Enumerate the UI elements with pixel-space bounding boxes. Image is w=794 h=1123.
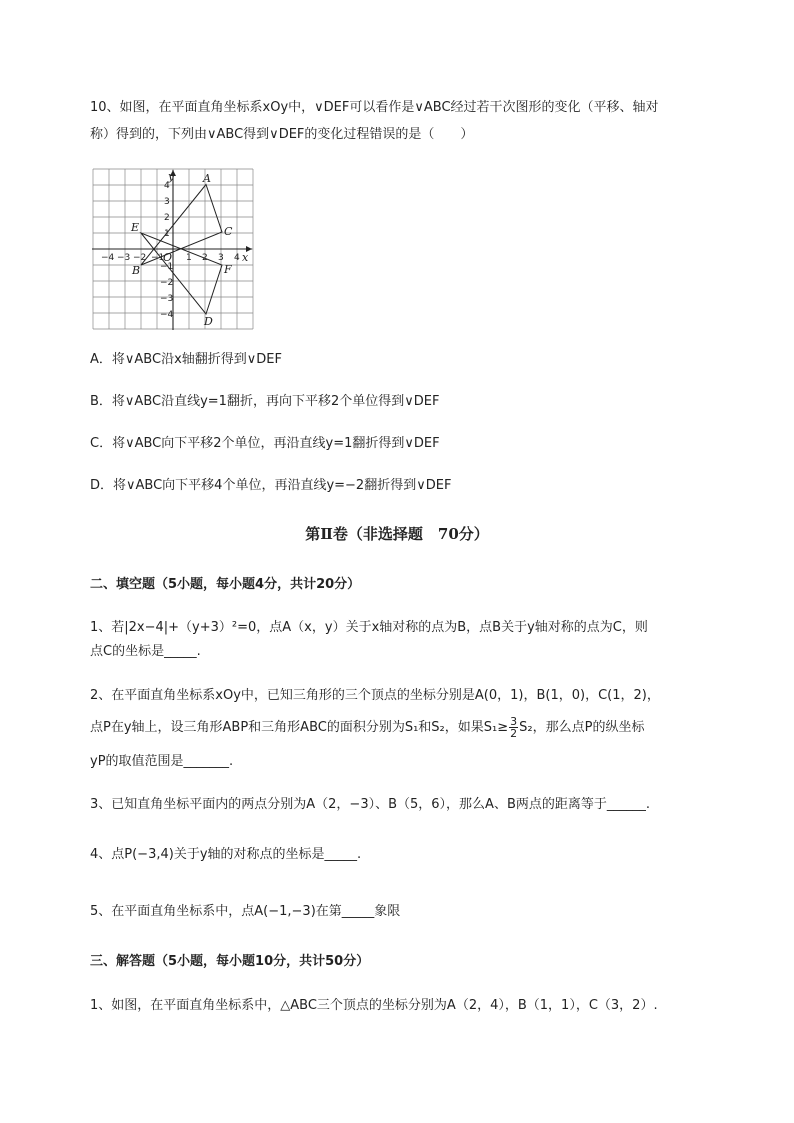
point-f-label: F [224, 263, 232, 276]
x-tick-label: −4 [101, 253, 115, 263]
x-tick-label: 2 [202, 253, 208, 263]
q10-stem-line2: 称）得到的，下列由∨ABC得到∨DEF的变化过程错误的是（ ） [90, 127, 474, 142]
y-tick-label: 1 [164, 229, 170, 239]
triangle-def [141, 233, 222, 314]
x-tick-label: 4 [234, 253, 240, 263]
fill-q1-line2: 点C的坐标是_____. [90, 644, 201, 659]
x-tick-label: −2 [133, 253, 147, 263]
x-tick-label: 3 [218, 253, 224, 263]
point-e-label: E [131, 221, 140, 234]
y-tick-label: −4 [160, 310, 174, 320]
point-a-label: A [203, 172, 211, 185]
origin-label: O [163, 251, 173, 264]
fraction-denominator: 2 [510, 727, 518, 740]
q10-option-b: B．将∨ABC沿直线y=1翻折，再向下平移2个单位得到∨DEF [90, 394, 440, 409]
point-d-label: D [204, 315, 213, 328]
fraction-numerator: 3 [510, 715, 518, 728]
y-tick-label: 4 [164, 181, 170, 191]
y-tick-label: −1 [160, 262, 174, 272]
y-tick-label: −2 [160, 278, 174, 288]
section2-heading: 二、填空题（5小题，每小题4分，共计20分） [90, 577, 361, 592]
x-tick-label: 1 [186, 253, 192, 263]
q10-option-c: C．将∨ABC向下平移2个单位，再沿直线y=1翻折得到∨DEF [90, 436, 440, 451]
y-tick-label: −3 [160, 294, 174, 304]
part2-title: 第Ⅱ卷（非选择题 70分） [305, 525, 489, 543]
fill-q2-line3: yP的取值范围是_______. [90, 754, 234, 769]
fill-q2-line1: 2、在平面直角坐标系xOy中，已知三角形的三个顶点的坐标分别是A(0，1)，B(1，0)，C(1，2)， [90, 688, 660, 703]
fill-q2-line2 [90, 716, 644, 739]
section3-heading: 三、解答题（5小题，每小题10分，共计50分） [90, 954, 370, 969]
x-tick-label: −1 [151, 253, 165, 263]
fill-q4: 4、点P(−3,4)关于y轴的对称点的坐标是_____. [90, 847, 362, 862]
fill-q1-line1: 1、若|2x−4|+（y+3）²=0，点A（x，y）关于x轴对称的点为B，点B关于y轴对称的点为C，则 [90, 620, 648, 635]
y-axis-label: y [168, 170, 175, 183]
solve-q1: 1、如图，在平面直角坐标系中，△ABC三个顶点的坐标分别为A（2，4），B（1，1），C（3，2）. [90, 998, 658, 1013]
point-b-label: B [132, 264, 141, 277]
coordinate-grid-figure [92, 168, 254, 330]
y-tick-label: 3 [164, 197, 170, 207]
q10-option-d: D．将∨ABC向下平移4个单位，再沿直线y=−2翻折得到∨DEF [90, 478, 452, 493]
fill-q3: 3、已知直角坐标平面内的两点分别为A（2，−3）、B（5，6），那么A、B两点的距离等于______. [90, 797, 651, 812]
x-tick-label: −3 [117, 253, 131, 263]
y-tick-label: 2 [164, 213, 170, 223]
fill-q5: 5、在平面直角坐标系中，点A(−1,−3)在第_____象限 [90, 904, 401, 919]
x-axis-label: x [242, 251, 249, 264]
q10-stem-line1: 10、如图，在平面直角坐标系xOy中，∨DEF可以看作是∨ABC经过若干次图形的变化（平移、轴对 [90, 100, 659, 115]
fill-q2-line2-start: 点P在y轴上，设三角形ABP和三角形ABC的面积分别为S₁和S₂，如果S₁≥ [90, 720, 509, 735]
q10-option-a: A．将∨ABC沿x轴翻折得到∨DEF [90, 352, 282, 367]
fraction-three-halves [509, 716, 518, 739]
fill-q2-line2-end: S₂，那么点P的纵坐标 [519, 720, 645, 735]
point-c-label: C [224, 225, 233, 238]
